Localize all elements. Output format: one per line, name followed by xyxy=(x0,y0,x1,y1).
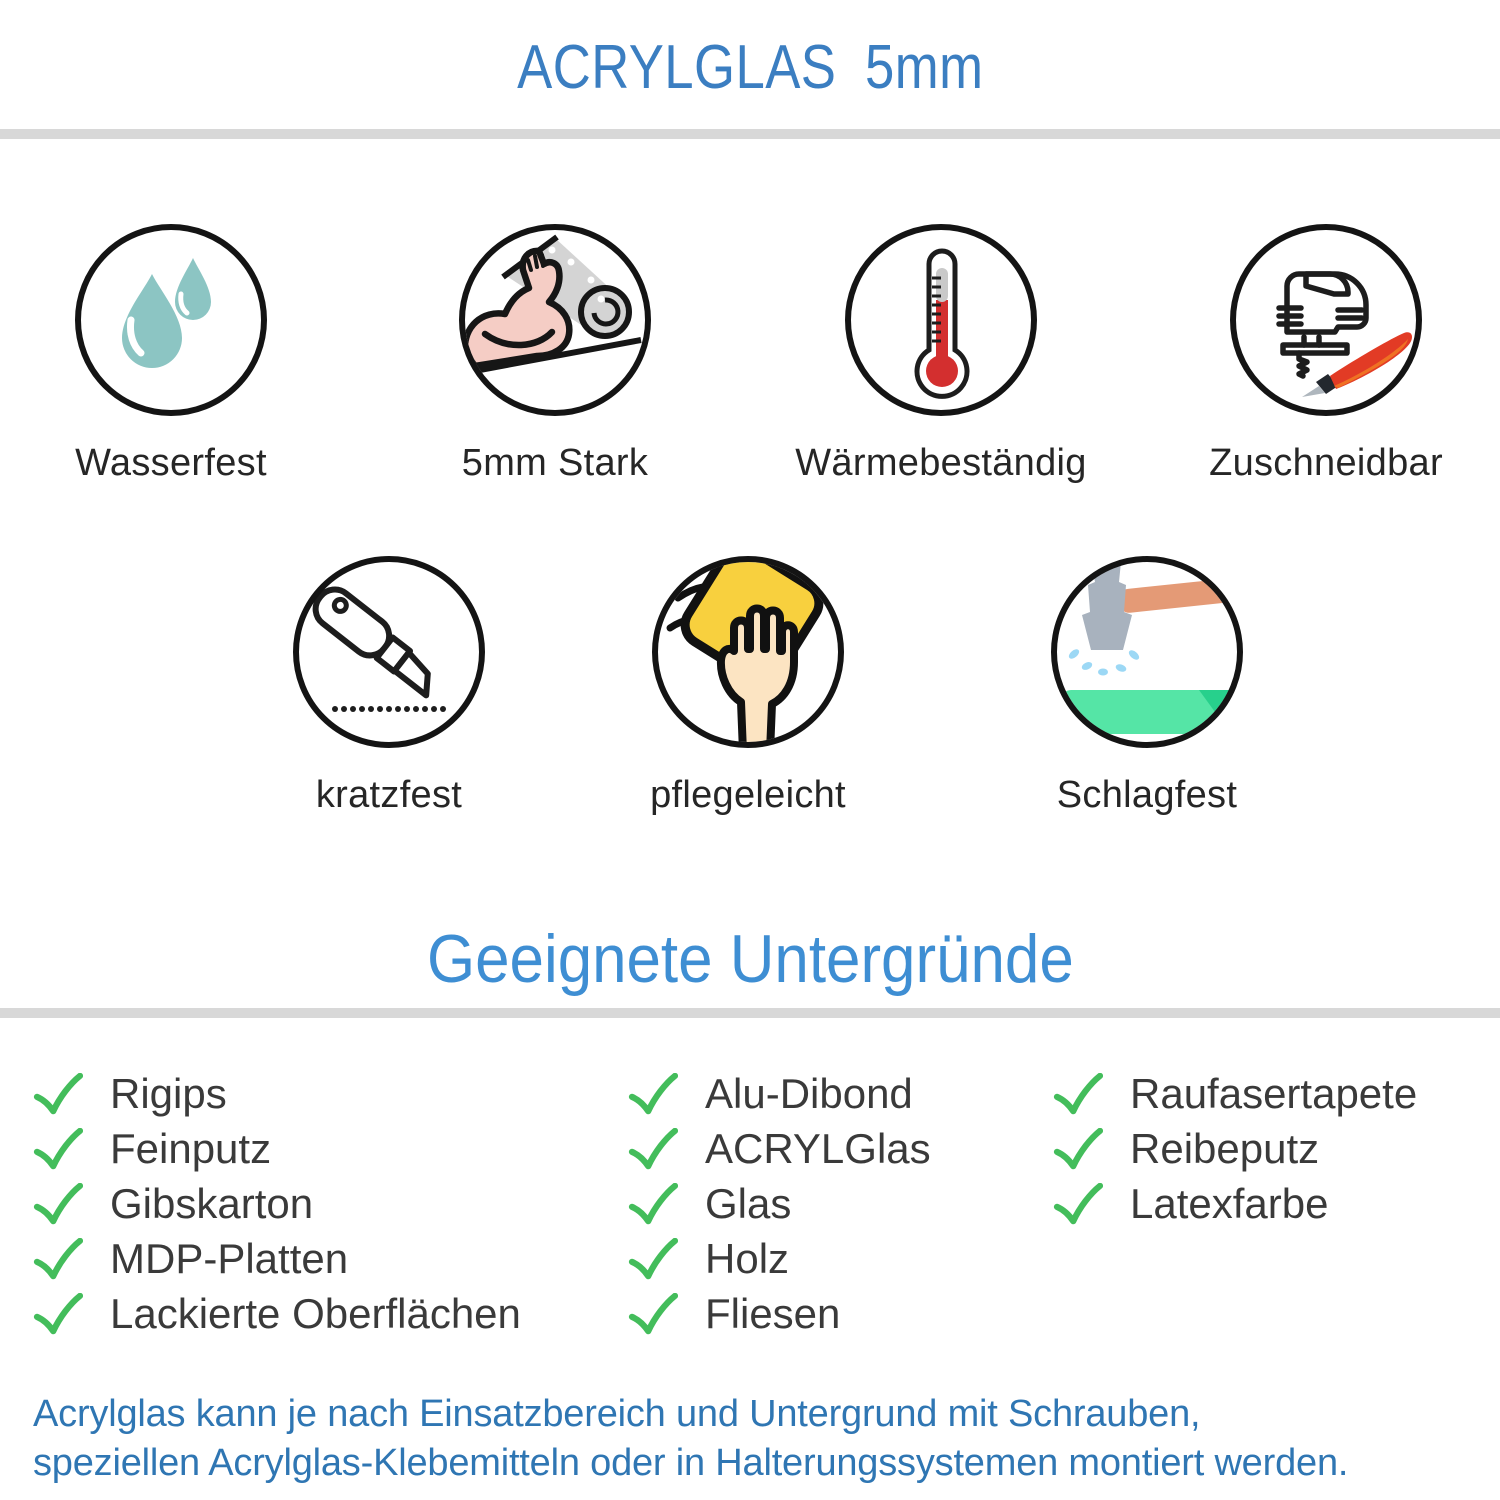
check-icon xyxy=(1053,1073,1103,1115)
divider xyxy=(0,129,1500,139)
surface-label: ACRYLGlas xyxy=(705,1124,931,1172)
cleaning-hand-icon xyxy=(648,552,848,752)
surfaces-header xyxy=(0,920,1500,998)
surface-label: Raufasertapete xyxy=(1130,1069,1418,1117)
surface-label: Latexfarbe xyxy=(1130,1179,1329,1227)
surface-label: Lackierte Oberflächen xyxy=(110,1289,521,1337)
list-item xyxy=(33,1231,521,1286)
surface-label: Glas xyxy=(705,1179,792,1227)
thermometer-icon xyxy=(841,220,1041,420)
feature-label: 5mm Stark xyxy=(461,442,649,484)
feature-waermebestaendig xyxy=(771,220,1111,485)
list-item xyxy=(33,1121,521,1176)
check-icon xyxy=(628,1293,678,1335)
feature-5mm-stark xyxy=(385,220,725,485)
list-item xyxy=(33,1066,521,1121)
list-item xyxy=(628,1286,931,1341)
check-icon xyxy=(628,1183,678,1225)
list-item xyxy=(628,1121,931,1176)
list-item xyxy=(628,1176,931,1231)
list-item xyxy=(628,1066,931,1121)
list-item xyxy=(33,1176,521,1231)
surfaces-column-1 xyxy=(33,1066,521,1341)
divider xyxy=(0,1008,1500,1018)
check-icon xyxy=(33,1238,83,1280)
surface-label: Fliesen xyxy=(705,1289,841,1337)
muscle-arm-icon xyxy=(455,220,655,420)
list-item xyxy=(1053,1176,1417,1231)
surface-label: Feinputz xyxy=(110,1124,272,1172)
footer-line-1: Acrylglas kann je nach Einsatzbereich und Untergrund mit Schrauben, xyxy=(33,1393,1201,1435)
surface-label: Alu-Dibond xyxy=(705,1069,913,1117)
check-icon xyxy=(628,1128,678,1170)
surfaces-heading: Geeignete Untergründe xyxy=(426,921,1074,997)
surface-label: Gibskarton xyxy=(110,1179,314,1227)
check-icon xyxy=(33,1073,83,1115)
header xyxy=(0,32,1500,103)
footer-note xyxy=(33,1390,1348,1488)
check-icon xyxy=(33,1183,83,1225)
feature-label: Wärmebeständig xyxy=(795,442,1087,484)
feature-label: Zuschneidbar xyxy=(1209,442,1443,484)
surface-label: Reibeputz xyxy=(1130,1124,1320,1172)
check-icon xyxy=(1053,1128,1103,1170)
surface-label: Rigips xyxy=(110,1069,227,1117)
check-icon xyxy=(33,1293,83,1335)
jigsaw-cutter-icon xyxy=(1226,220,1426,420)
utility-knife-icon xyxy=(289,552,489,752)
check-icon xyxy=(628,1073,678,1115)
water-drops-icon xyxy=(71,220,271,420)
check-icon xyxy=(628,1238,678,1280)
surfaces-column-3 xyxy=(1053,1066,1417,1231)
feature-schlagfest xyxy=(977,552,1317,817)
page-title: ACRYLGLAS 5mm xyxy=(516,33,984,102)
feature-label: kratzfest xyxy=(315,774,463,816)
check-icon xyxy=(1053,1183,1103,1225)
check-icon xyxy=(33,1128,83,1170)
surface-label: Holz xyxy=(705,1234,790,1282)
hammer-icon xyxy=(1047,552,1247,752)
feature-label: Schlagfest xyxy=(1056,774,1238,816)
footer-line-2: speziellen Acrylglas-Klebemitteln oder in Halterungssystemen montiert werden. xyxy=(33,1442,1349,1484)
feature-label: Wasserfest xyxy=(75,442,267,484)
surfaces-column-2 xyxy=(628,1066,931,1341)
feature-zuschneidbar xyxy=(1156,220,1496,485)
list-item xyxy=(1053,1066,1417,1121)
feature-wasserfest xyxy=(1,220,341,485)
list-item xyxy=(33,1286,521,1341)
surface-label: MDP-Platten xyxy=(110,1234,349,1282)
list-item xyxy=(628,1231,931,1286)
feature-pflegeleicht xyxy=(578,552,918,817)
feature-kratzfest xyxy=(219,552,559,817)
list-item xyxy=(1053,1121,1417,1176)
feature-label: pflegeleicht xyxy=(650,774,846,816)
